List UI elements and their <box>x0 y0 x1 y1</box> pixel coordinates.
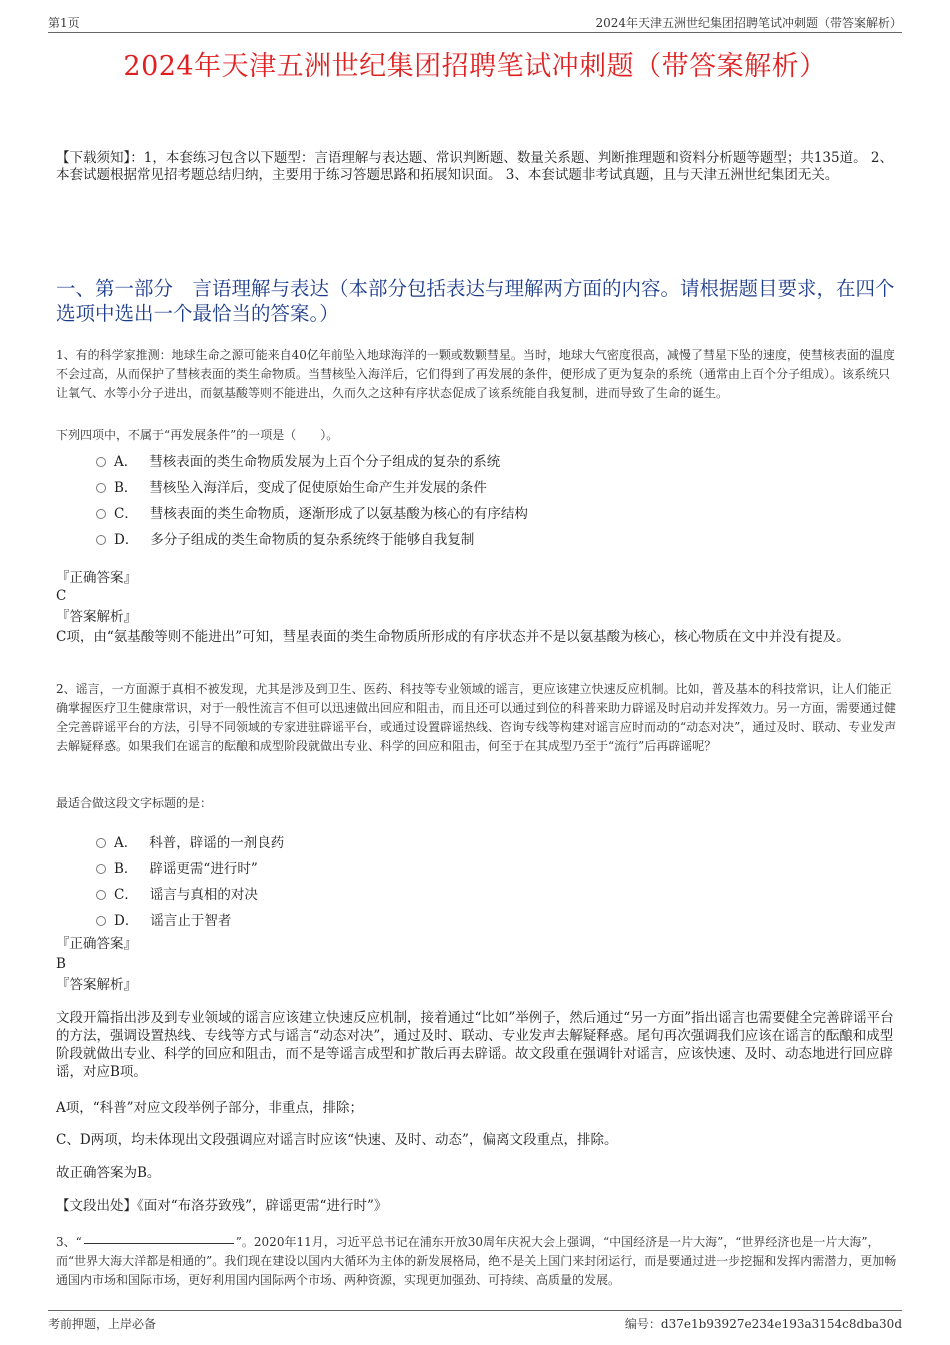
q1-answer: C <box>56 588 67 604</box>
q2-analysis-main: 文段开篇指出涉及到专业领域的谣言应该建立快速反应机制，接着通过“比如”举例子，然后通过“另一方面”指出谣言也需要健全完善辟谣平台的方法，强调设置热线、专线等方式与谣言“动态对决”，通过及时、联动、专业发声去解疑释惑。尾句再次强调我们应该在谣言的酝酿和成型阶段就做出专业、科学的回应和阻击，而不是等谣言成型和扩散后再去辟谣。故文段重在强调针对谣言，应该快速、及时、动态地进行回应辟谣，对应B项。 <box>56 1010 894 1080</box>
q2-question: 最适合做这段文字标题的是： <box>56 796 213 810</box>
q1-analysis-label: 『答案解析』 <box>56 609 137 625</box>
radio-icon[interactable] <box>96 483 106 493</box>
radio-icon[interactable] <box>96 916 106 926</box>
radio-icon[interactable] <box>96 864 106 874</box>
q2-analysis-a: A项，“科普”对应文段举例子部分，非重点，排除； <box>56 1100 364 1116</box>
q1-option-c[interactable]: C． 彗核表面的类生命物质，逐渐形成了以氨基酸为核心的有序结构 <box>96 502 528 522</box>
q2-analysis-cd: C、D两项，均未体现出文段强调应对谣言时应该“快速、及时、动态”，偏离文段重点，排除。 <box>56 1132 618 1148</box>
q2-answer: B <box>56 956 66 972</box>
q2-option-c[interactable]: C． 谣言与真相的对决 <box>96 883 258 903</box>
header-doc-title: 2024年天津五洲世纪集团招聘笔试冲刺题（带答案解析） <box>595 16 902 30</box>
page-number: 第1页 <box>48 16 80 30</box>
radio-icon[interactable] <box>96 838 106 848</box>
footer-slogan: 考前押题，上岸必备 <box>48 1317 157 1331</box>
page-footer <box>48 1310 902 1331</box>
q1-option-d[interactable]: D． 多分子组成的类生命物质的复杂系统终于能够自我复制 <box>96 528 474 548</box>
q2-conclusion: 故正确答案为B。 <box>56 1165 161 1181</box>
q1-question: 下列四项中，不属于“再发展条件”的一项是（ ）。 <box>56 428 339 442</box>
document-title: 2024年天津五洲世纪集团招聘笔试冲刺题（带答案解析） <box>123 51 827 82</box>
q1-stem: 1、有的科学家推测：地球生命之源可能来自40亿年前坠入地球海洋的一颗或数颗彗星。当时，地球大气密度很高，减慢了彗星下坠的速度，使彗核表面的温度不会过高，从而保护了彗核表面的类生命物质。当彗核坠入海洋后，它们得到了再发展的条件，便形成了更为复杂的系统（通常由上百个分子组成）。该系统只让氧气、水等小分子进出，而氨基酸等则不能进出，久而久之这种有序状态促成了该系统能自我复制，进而导致了生命的诞生。 <box>56 348 895 400</box>
section-heading: 一、第一部分 言语理解与表达（本部分包括表达与理解两方面的内容。请根据题目要求，在四个选项中选出一个最恰当的答案。） <box>56 277 895 325</box>
q1-option-b[interactable]: B． 彗核坠入海洋后，变成了促使原始生命产生并发展的条件 <box>96 476 487 496</box>
radio-icon[interactable] <box>96 535 106 545</box>
q3-stem: 3、“ ”。2020年11月，习近平总书记在浦东开放30周年庆祝大会上强调，“中国经济是一片大海”，“世界经济也是一片大海”，而“世界大海大洋都是相通的”。我们现在建设以国内大循环为主体的新发展格局，绝不是关上国门来封闭运行，而是要通过进一步挖掘和发挥内需潜力，更加畅通国内市场和国际市场，更好利用国内国际两个市场、两种资源，实现更加强劲、可持续、高质量的发展。 <box>56 1235 897 1287</box>
q1-answer-label: 『正确答案』 <box>56 570 137 586</box>
q2-option-b[interactable]: B． 辟谣更需“进行时” <box>96 857 258 877</box>
q2-source: 【文段出处】《面对“布洛芬致残”，辟谣更需“进行时”》 <box>56 1198 388 1214</box>
footer-id: 编号：d37e1b93927e234e193a3154c8dba30d <box>624 1317 902 1331</box>
q1-option-a[interactable]: A． 彗核表面的类生命物质发展为上百个分子组成的复杂的系统 <box>96 450 500 470</box>
radio-icon[interactable] <box>96 890 106 900</box>
q2-option-d[interactable]: D． 谣言止于智者 <box>96 909 231 929</box>
page-header <box>48 14 902 33</box>
q2-answer-label: 『正确答案』 <box>56 936 137 952</box>
download-notice: 【下载须知】：1，本套练习包含以下题型：言语理解与表达题、常识判断题、数量关系题、判断推理题和资料分析题等题型；共135道。 2、本套试题根据常见招考题总结归纳，主要用于练习答题思路和拓展知识面。 3、本套试题非考试真题，且与天津五洲世纪集团无关。 <box>56 150 893 183</box>
q1-analysis: C项，由“氨基酸等则不能进出”可知，彗星表面的类生命物质所形成的有序状态并不是以氨基酸为核心，核心物质在文中并没有提及。 <box>56 629 850 645</box>
q2-option-a[interactable]: A． 科普，辟谣的一剂良药 <box>96 831 284 851</box>
q2-stem: 2、谣言，一方面源于真相不被发现，尤其是涉及到卫生、医药、科技等专业领域的谣言，更应该建立快速反应机制。比如，普及基本的科技常识，让人们能正确掌握医疗卫生健康常识，对于一般性流言不但可以迅速做出回应和阻击，而且还可以通过到位的科普来助力辟谣及时启动并发挥效力。另一方面，需要通过健全完善辟谣平台的方法，引导不同领域的专家进驻辟谣平台，或通过设置辟谣热线、咨询专线等构建对谣言应时而动的“动态对决”，通过及时、联动、专业发声去解疑释惑。如果我们在谣言的酝酿和成型阶段就做出专业、科学的回应和阻击，何至于在其成型乃至于“流行”后再辟谣呢？ <box>56 682 897 753</box>
radio-icon[interactable] <box>96 509 106 519</box>
fill-blank <box>84 1243 234 1244</box>
q2-analysis-label: 『答案解析』 <box>56 977 137 993</box>
radio-icon[interactable] <box>96 457 106 467</box>
